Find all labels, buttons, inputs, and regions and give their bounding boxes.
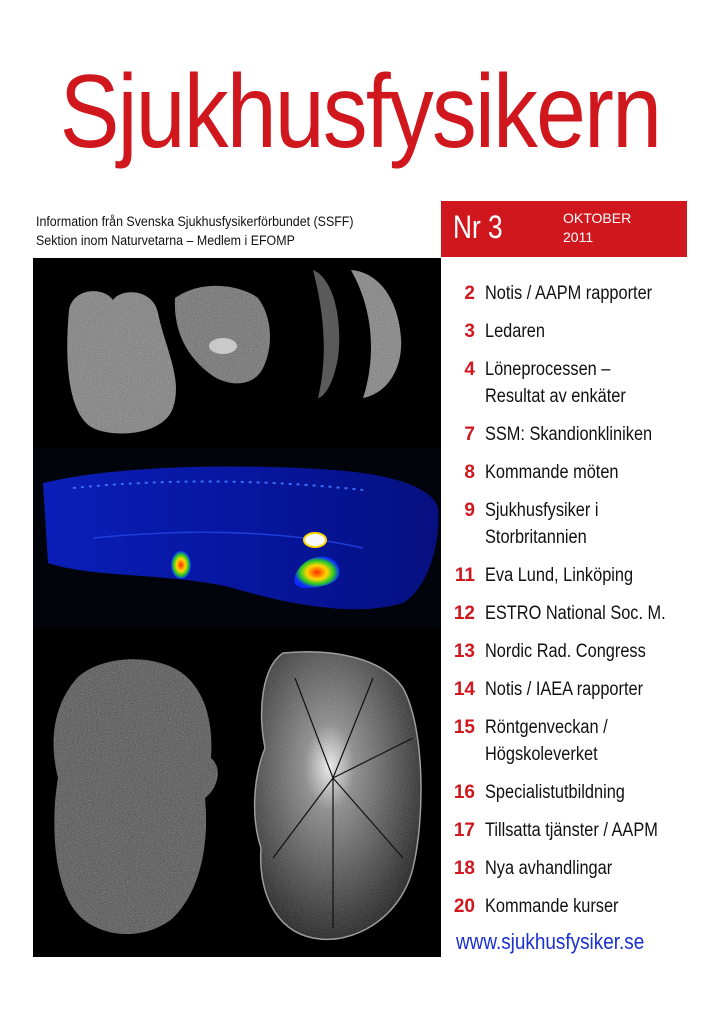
toc-page-number: 7: [464, 424, 475, 445]
kidney-section-right: [255, 652, 421, 940]
issue-banner: [441, 201, 687, 257]
toc-title-line: Löneprocessen –: [485, 359, 611, 380]
toc-page-number: 2: [464, 283, 475, 304]
cover-image: [33, 258, 441, 957]
toc-page-number: 13: [453, 641, 475, 662]
toc-item[interactable]: [441, 817, 711, 844]
toc-title-line: Notis / AAPM rapporter: [485, 283, 653, 304]
toc-title-line: Sjukhusfysiker i: [485, 500, 599, 521]
table-of-contents: [441, 280, 711, 920]
toc-item[interactable]: [441, 497, 711, 551]
toc-item[interactable]: [441, 318, 711, 345]
toc-title-line: Nordic Rad. Congress: [485, 641, 646, 662]
toc-title-line: Resultat av enkäter: [485, 386, 626, 407]
website-link[interactable]: www.sjukhusfysiker.se: [456, 929, 645, 954]
tissue-section-liver: [175, 286, 270, 384]
toc-title-line: Högskoleverket: [485, 744, 598, 765]
toc-page-number: 9: [464, 500, 475, 521]
toc-item[interactable]: [441, 562, 711, 589]
toc-item[interactable]: [441, 638, 711, 665]
toc-item[interactable]: [441, 714, 711, 768]
toc-item[interactable]: [441, 421, 711, 448]
publisher-info: [36, 212, 409, 250]
issue-number: Nr 3: [453, 209, 503, 245]
toc-item[interactable]: [441, 600, 711, 627]
publisher-info-line-1: Information från Svenska Sjukhusfysikerförbundet (SSFF): [36, 214, 354, 229]
toc-page-number: 16: [453, 782, 475, 803]
toc-item[interactable]: [441, 893, 711, 920]
toc-item[interactable]: [441, 676, 711, 703]
toc-page-number: 11: [454, 565, 475, 586]
toc-title-line: Eva Lund, Linköping: [485, 565, 634, 586]
toc-title-line: Kommande kurser: [485, 896, 619, 917]
autoradiography-image-icon: [33, 258, 441, 957]
toc-title-line: Röntgenveckan /: [485, 717, 608, 738]
toc-page-number: 4: [464, 359, 475, 380]
publisher-info-line-2: Sektion inom Naturvetarna – Medlem i EFOMP: [36, 233, 295, 248]
issue-year: 2011: [563, 229, 594, 245]
toc-title-line: Specialistutbildning: [485, 782, 625, 803]
toc-page-number: 3: [464, 321, 475, 342]
toc-item[interactable]: [441, 855, 711, 882]
toc-page-number: 17: [453, 820, 475, 841]
toc-page-number: 18: [453, 858, 475, 879]
toc-title-line: Nya avhandlingar: [485, 858, 613, 879]
toc-title-line: Tillsatta tjänster / AAPM: [485, 820, 658, 841]
toc-title-line: ESTRO National Soc. M.: [485, 603, 666, 624]
toc-page-number: 8: [464, 462, 475, 483]
tissue-section-lung: [67, 291, 176, 433]
toc-title-line: Storbritannien: [485, 527, 587, 548]
toc-item[interactable]: [441, 356, 711, 410]
toc-item[interactable]: [441, 280, 711, 307]
toc-page-number: 20: [453, 896, 475, 917]
toc-item[interactable]: [441, 779, 711, 806]
toc-page-number: 12: [453, 603, 475, 624]
toc-title-line: Ledaren: [485, 321, 545, 342]
tissue-section-kidney-strips: [313, 270, 401, 398]
toc-page-number: 14: [453, 679, 475, 700]
issue-month: OKTOBER: [563, 210, 632, 226]
toc-title-line: Kommande möten: [485, 462, 619, 483]
toc-page-number: 15: [453, 717, 475, 738]
toc-title-line: SSM: Skandionkliniken: [485, 424, 653, 445]
toc-item[interactable]: [441, 459, 711, 486]
kidney-section-left: [54, 659, 218, 934]
masthead-title: Sjukhusfysikern: [59, 54, 661, 170]
toc-title-line: Notis / IAEA rapporter: [485, 679, 644, 700]
